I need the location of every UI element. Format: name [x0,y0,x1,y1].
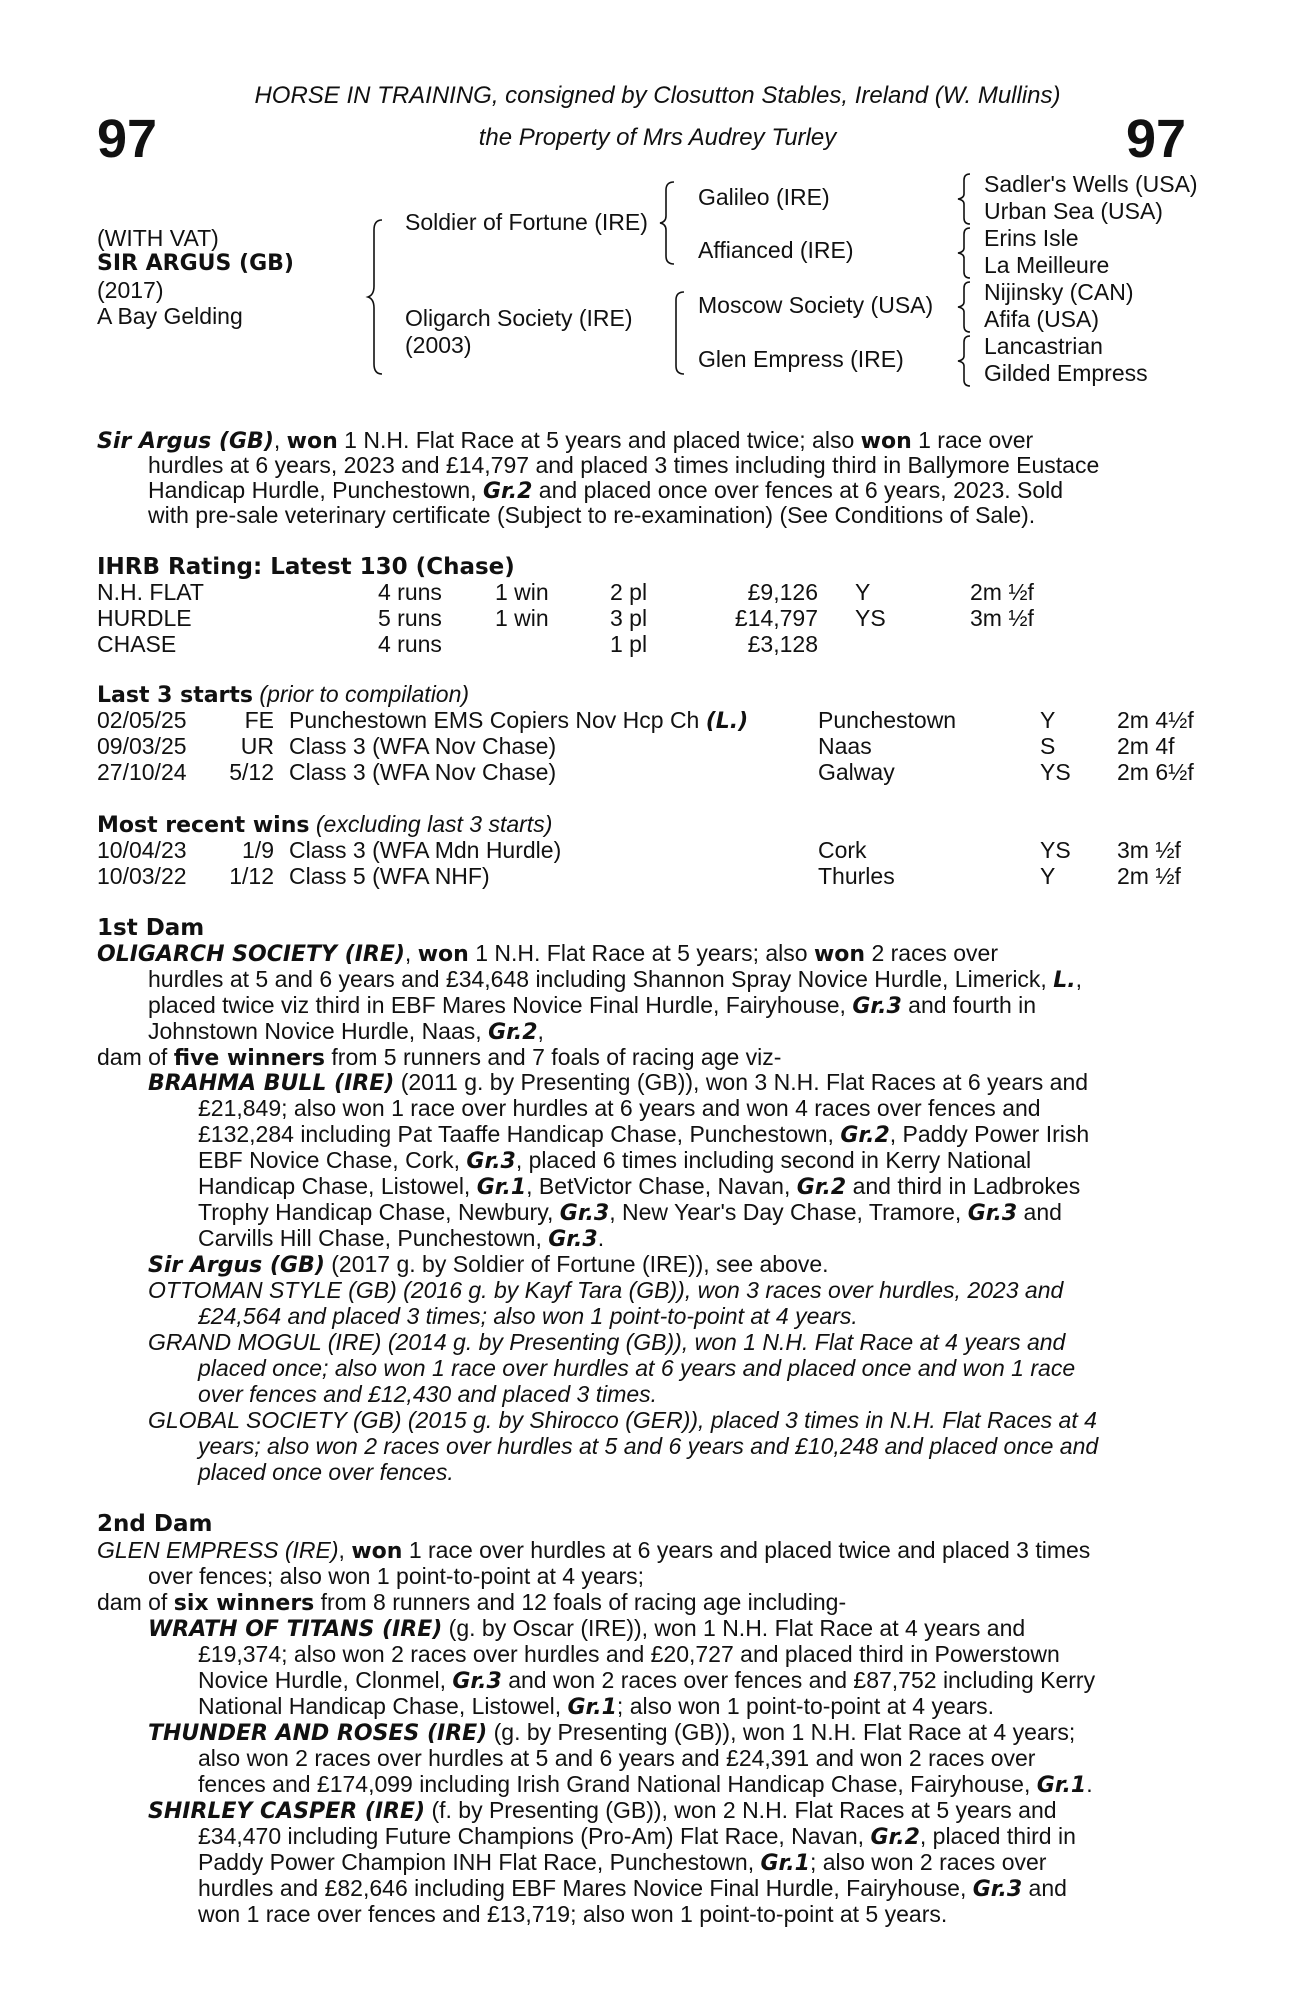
lot-number-left: 97 [97,109,158,169]
pedigree-g1: Sadler's Wells (USA) [984,171,1198,197]
horse-year: (2017) [97,277,164,303]
dam1-dam-of: dam of five winners from 5 runners and 7 foals of racing age viz- [97,1044,782,1071]
pedigree-g2: Urban Sea (USA) [984,198,1163,224]
pedigree-g4: La Meilleure [984,252,1110,278]
dam1-line-4: Johnstown Novice Hurdle, Naas, Gr.2, [148,1018,544,1045]
wins-heading: Most recent wins (excluding last 3 starts) [97,811,553,838]
starts-heading: Last 3 starts (prior to compilation) [97,681,470,708]
pedigree-sire-sire: Galileo (IRE) [698,184,830,210]
progeny-sir-argus: Sir Argus (GB) (2017 g. by Soldier of Fortune (IRE)), see above. [148,1251,829,1278]
pedigree-g3: Erins Isle [984,225,1079,251]
dam2-line-2: over fences; also won 1 point-to-point at 4 years; [148,1563,645,1589]
pedigree-bracket-g2 [958,226,974,280]
dam1-line-1: OLIGARCH SOCIETY (IRE), won 1 N.H. Flat Race at 5 years; also won 2 races over [97,940,999,967]
pedigree-dam-dam: Glen Empress (IRE) [698,346,904,372]
summary-line-3: Handicap Hurdle, Punchestown, Gr.2 and placed once over fences at 6 years, 2023. Sold [148,477,1064,504]
dam1-heading: 1st Dam [97,915,205,941]
header-consignor: HORSE IN TRAINING, consigned by Closutton Stables, Ireland (W. Mullins) [254,82,1061,109]
dam2-dam-of: dam of six winners from 8 runners and 12 foals of racing age including- [97,1589,847,1616]
pedigree-dam: Oligarch Society (IRE) [405,305,633,331]
summary-line-4: with pre-sale veterinary certificate (Subject to re-examination) (See Conditions of Sale). [148,502,1036,528]
header-owner: the Property of Mrs Audrey Turley [478,124,837,151]
pedigree-g8: Gilded Empress [984,360,1148,386]
pedigree-sire-dam: Affianced (IRE) [698,237,854,263]
pedigree-sire: Soldier of Fortune (IRE) [405,209,648,235]
pedigree-g6: Afifa (USA) [984,306,1100,332]
pedigree-bracket-main [368,218,388,376]
pedigree-g5: Nijinsky (CAN) [984,279,1134,305]
rating-heading: IHRB Rating: Latest 130 (Chase) [97,554,515,580]
dam1-line-3: placed twice viz third in EBF Mares Novice Final Hurdle, Fairyhouse, Gr.3 and fourth in [148,992,1037,1019]
summary-horse-name: Sir Argus (GB) [97,429,274,454]
lot-number-right: 97 [1126,109,1187,169]
pedigree-bracket-g1 [958,172,974,226]
pedigree-bracket-dam [672,290,686,376]
summary-line-1: Sir Argus (GB), won 1 N.H. Flat Race at 5 years and placed twice; also won 1 race over [97,427,1034,454]
pedigree-dam-sire: Moscow Society (USA) [698,292,934,318]
dam2-heading: 2nd Dam [97,1511,213,1537]
vat-note: (WITH VAT) [97,225,219,251]
pedigree-dam-year: (2003) [405,332,472,358]
pedigree-bracket-sire [660,180,680,266]
pedigree-bracket-g4 [958,334,974,388]
pedigree-g7: Lancastrian [984,333,1103,359]
horse-name: SIR ARGUS (GB) [97,251,294,276]
dam1-line-2: hurdles at 5 and 6 years and £34,648 including Shannon Spray Novice Hurdle, Limerick, L., [148,966,1082,993]
summary-line-2: hurdles at 6 years, 2023 and £14,797 and placed 3 times including third in Ballymore Eustace [148,452,1100,478]
dam2-line-1: GLEN EMPRESS (IRE), won 1 race over hurdles at 6 years and placed twice and placed 3 times [97,1537,1091,1564]
horse-description: A Bay Gelding [97,303,243,329]
pedigree-bracket-g3 [958,280,974,334]
